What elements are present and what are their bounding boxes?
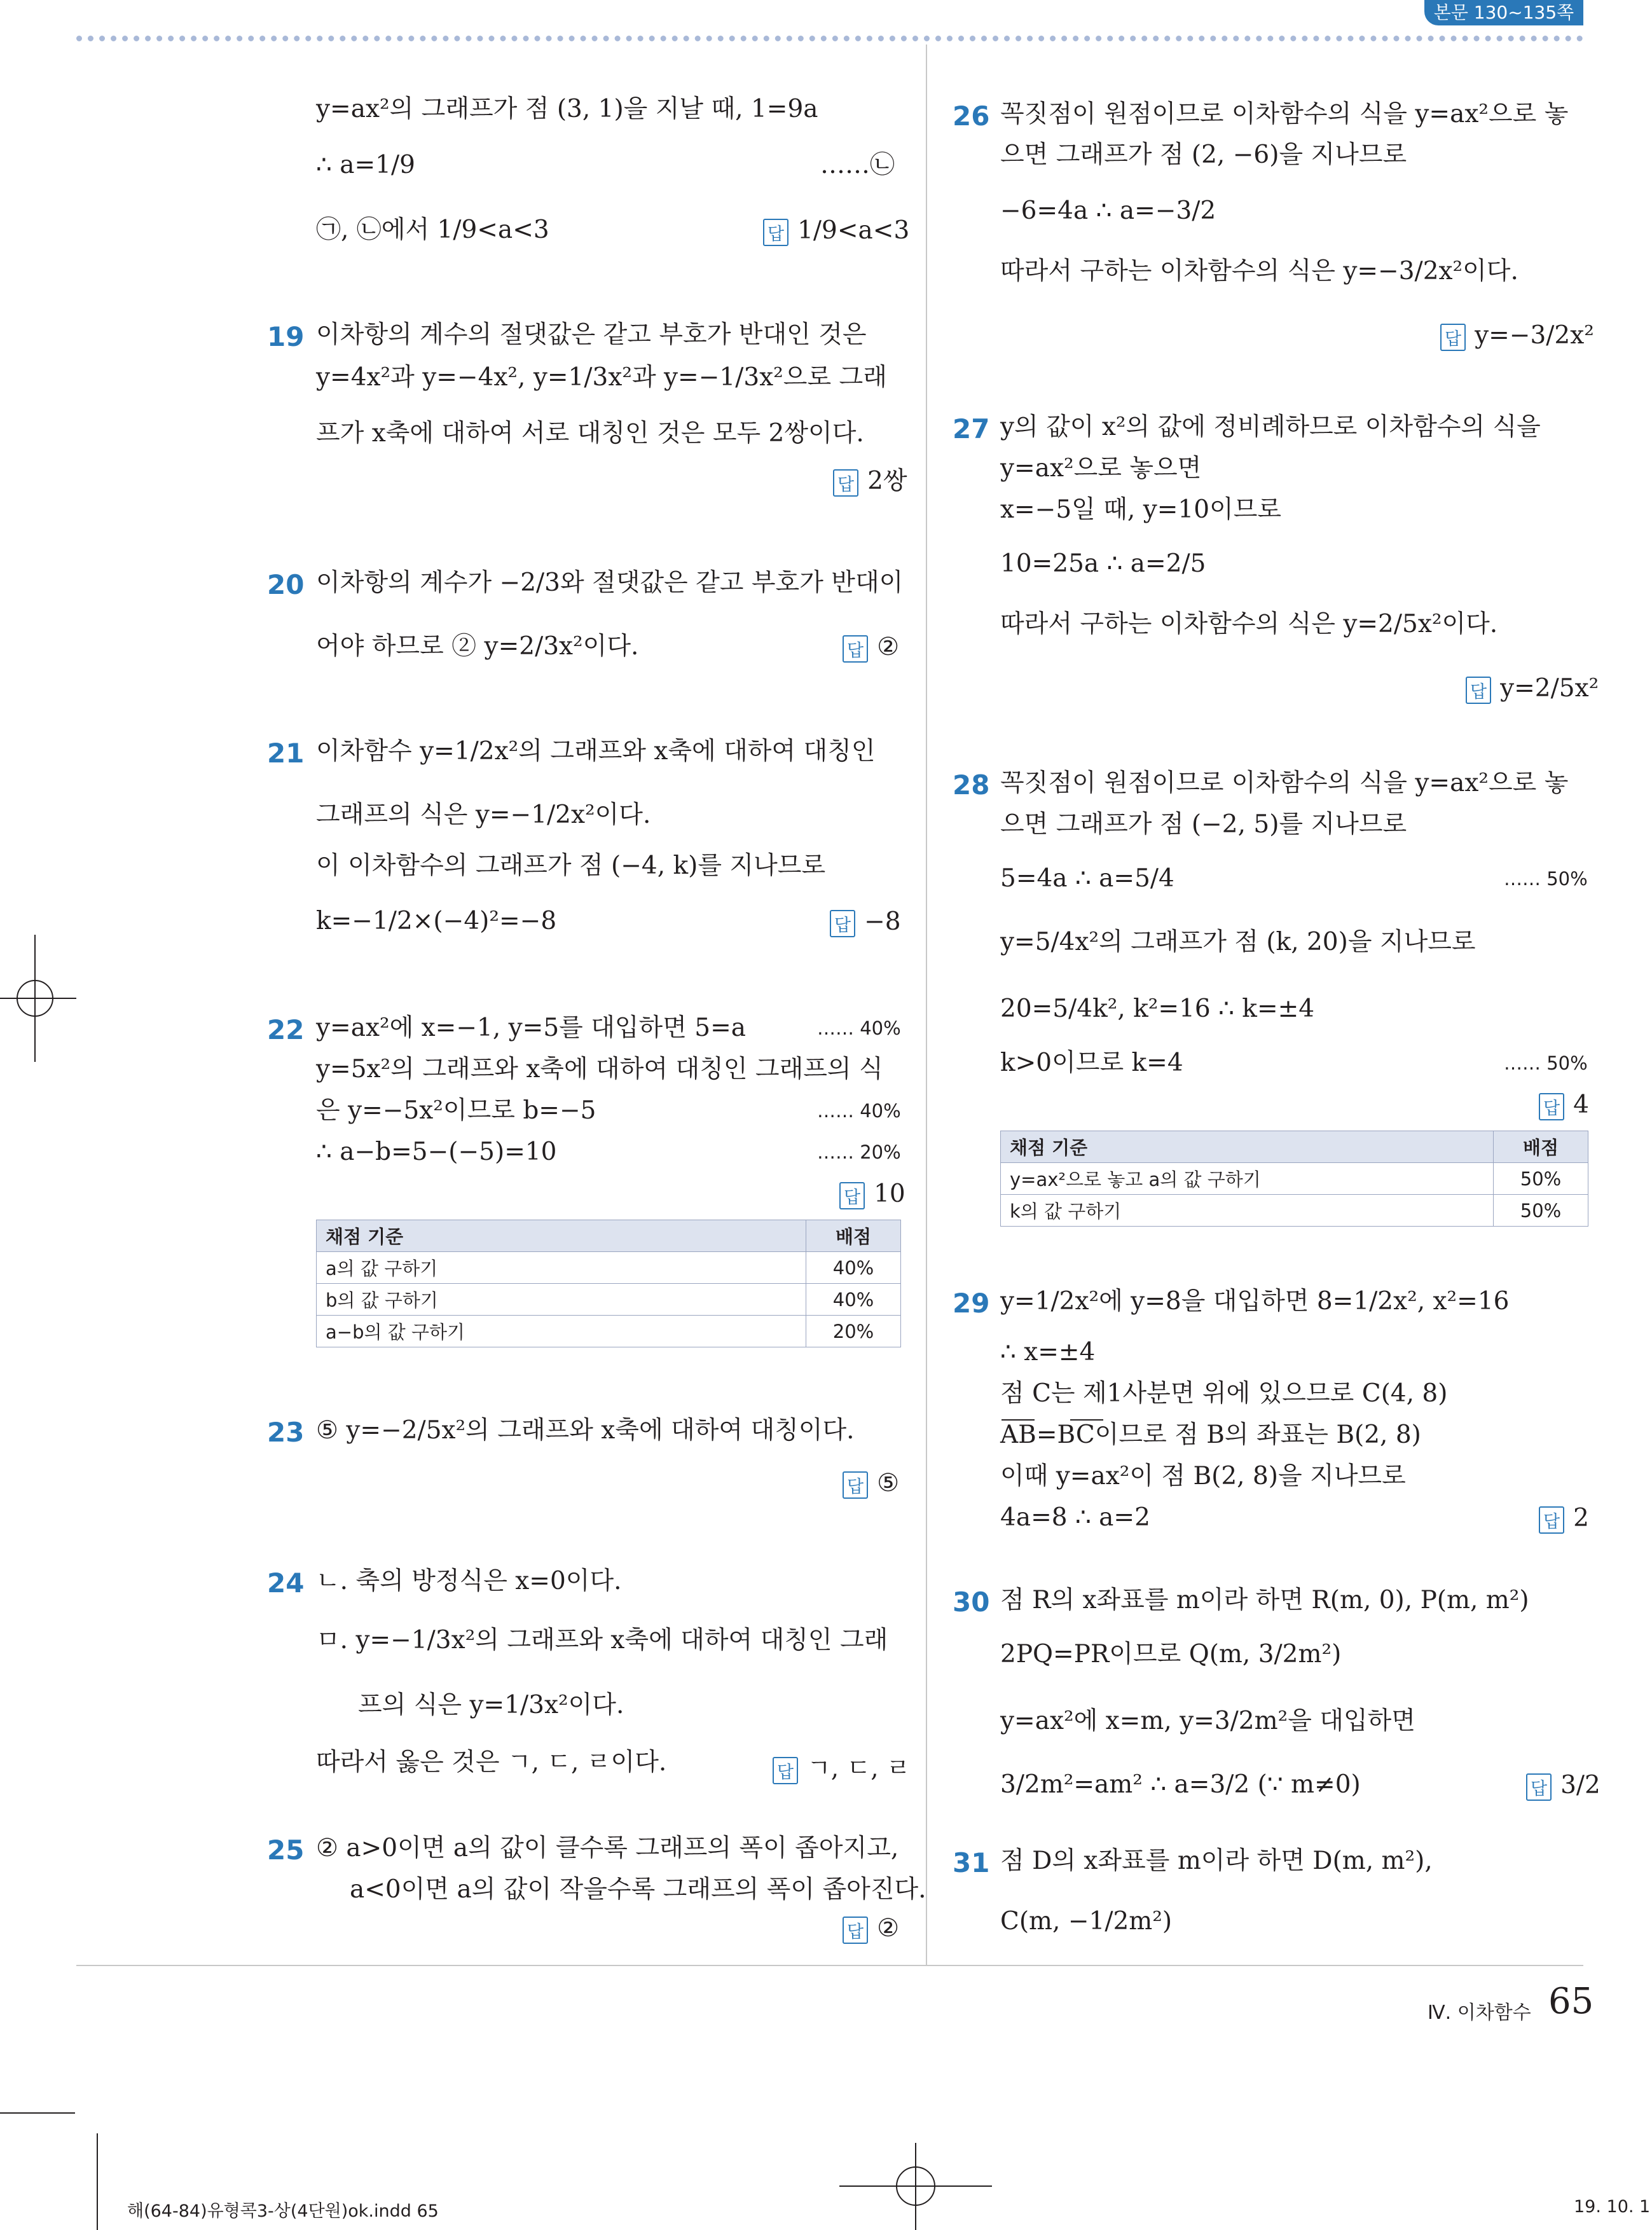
p26-line-3: −6=4a ∴ a=−3/2	[1000, 196, 1216, 225]
p24-answer	[773, 1749, 911, 1784]
answer-value: ②	[877, 1914, 900, 1943]
problem-number-31: 31	[953, 1847, 990, 1878]
problem-number-29: 29	[953, 1288, 990, 1319]
table-header: 채점 기준	[1001, 1131, 1494, 1163]
answer-mark: 답	[773, 1757, 798, 1784]
column-divider	[926, 45, 927, 1965]
p27-answer	[1466, 674, 1599, 704]
problem-number-22: 22	[267, 1014, 305, 1045]
p24-line-1: ㄴ. 축의 방정식은 x=0이다.	[316, 1567, 622, 1595]
p25-line-2: a<0이면 a의 값이 작을수록 그래프의 폭이 좁아진다.	[350, 1875, 926, 1904]
p26-line-2: 으면 그래프가 점 (2, −6)을 지나므로	[1000, 141, 1407, 169]
p29-line-1: y=1/2x²에 y=8을 대입하면 8=1/2x², x²=16	[1000, 1287, 1510, 1316]
p19-line-2: y=4x²과 y=−4x², y=1/3x²과 y=−1/3x²으로 그래	[316, 363, 887, 392]
table-header: 배점	[806, 1220, 901, 1252]
p22-line-1: y=ax²에 x=−1, y=5를 대입하면 5=a	[316, 1014, 747, 1042]
header-tab-label: 본문 130~135쪽	[1433, 2, 1574, 23]
table-cell: k의 값 구하기	[1001, 1195, 1494, 1227]
answer-mark: 답	[1539, 1506, 1564, 1534]
p25-line-1: ② a>0이면 a의 값이 클수록 그래프의 폭이 좁아지고,	[316, 1834, 899, 1862]
intro-answer	[763, 216, 909, 246]
p23-answer	[843, 1469, 899, 1499]
intro-marker: ……㉡	[820, 151, 895, 179]
p30-line-1: 점 R의 x좌표를 m이라 하면 R(m, 0), P(m, m²)	[1000, 1586, 1529, 1614]
answer-value: ⑤	[877, 1469, 900, 1497]
p29-overline-bc	[1070, 1419, 1103, 1421]
p22-percent-2: …… 40%	[817, 1100, 901, 1122]
problem-number-21: 21	[267, 738, 305, 769]
footer-date: 19. 10. 1	[1574, 2197, 1651, 2217]
crop-mark-left-vertical	[97, 2133, 98, 2230]
p19-answer	[833, 461, 907, 497]
table-row	[317, 1252, 901, 1284]
answer-value: −8	[864, 907, 901, 936]
p21-line-1: 이차함수 y=1/2x²의 그래프와 x축에 대하여 대칭인	[316, 737, 876, 766]
table-header: 배점	[1494, 1131, 1588, 1163]
p20-answer	[843, 633, 899, 663]
answer-value: 3/2	[1560, 1771, 1600, 1800]
answer-mark: 답	[1539, 1093, 1564, 1120]
footer-chapter: Ⅳ. 이차함수	[1428, 2002, 1531, 2024]
p27-line-4: 10=25a ∴ a=2/5	[1000, 549, 1206, 578]
answer-mark: 답	[843, 635, 868, 663]
p28-percent-2: …… 50%	[1504, 1052, 1588, 1074]
p29-overline-ab	[1002, 1419, 1035, 1421]
problem-number-24: 24	[267, 1567, 305, 1599]
answer-mark: 답	[1526, 1773, 1552, 1801]
p19-line-1: 이차항의 계수의 절댓값은 같고 부호가 반대인 것은	[316, 320, 867, 349]
p21-answer	[830, 907, 901, 937]
problem-number-27: 27	[953, 413, 990, 444]
p25-answer	[843, 1914, 899, 1944]
answer-value: ②	[877, 633, 900, 661]
p29-line-3: 점 C는 제1사분면 위에 있으므로 C(4, 8)	[1000, 1379, 1448, 1408]
table-cell: 50%	[1494, 1163, 1588, 1195]
problem-number-25: 25	[267, 1834, 305, 1866]
p27-line-2: y=ax²으로 놓으면	[1000, 454, 1202, 483]
intro-line-3: ㉠, ㉡에서 1/9<a<3	[316, 216, 549, 244]
p27-line-5: 따라서 구하는 이차함수의 식은 y=2/5x²이다.	[1000, 610, 1498, 638]
p21-line-3: 이 이차함수의 그래프가 점 (−4, k)를 지나므로	[316, 851, 826, 880]
table-row	[317, 1284, 901, 1316]
problem-number-19: 19	[267, 321, 305, 352]
answer-value: y=2/5x²	[1500, 674, 1599, 703]
answer-value: 1/9<a<3	[797, 216, 910, 245]
p28-line-1: 꼭짓점이 원점이므로 이차함수의 식을 y=ax²으로 놓	[1000, 769, 1569, 797]
p22-answer	[839, 1180, 905, 1209]
table-cell: 20%	[806, 1316, 901, 1347]
table-cell: a의 값 구하기	[317, 1252, 806, 1284]
bottom-rule	[76, 1965, 1583, 1966]
p22-scoring-table	[316, 1220, 901, 1347]
p28-line-6: k>0이므로 k=4	[1000, 1049, 1183, 1077]
table-cell: a−b의 값 구하기	[317, 1316, 806, 1347]
answer-mark: 답	[833, 469, 858, 497]
p26-answer	[1440, 321, 1594, 351]
answer-mark: 답	[1466, 677, 1491, 704]
answer-mark: 답	[843, 1917, 868, 1944]
p29-line-6: 4a=8 ∴ a=2	[1000, 1503, 1150, 1532]
table-row	[1001, 1163, 1588, 1195]
p27-line-3: x=−5일 때, y=10이므로	[1000, 495, 1282, 524]
p23-line-1: ⑤ y=−2/5x²의 그래프와 x축에 대하여 대칭이다.	[316, 1416, 855, 1445]
p28-line-3: 5=4a ∴ a=5/4	[1000, 864, 1174, 893]
p22-line-4: ∴ a−b=5−(−5)=10	[316, 1138, 557, 1166]
answer-mark: 답	[763, 219, 788, 246]
p29-line-5: 이때 y=ax²이 점 B(2, 8)을 지나므로	[1000, 1462, 1406, 1490]
p22-line-3: 은 y=−5x²이므로 b=−5	[316, 1096, 596, 1125]
table-row	[1001, 1195, 1588, 1227]
answer-mark: 답	[830, 910, 855, 937]
problem-number-23: 23	[267, 1417, 305, 1448]
footer-file-info: 해(64-84)유형콕3-상(4단원)ok.indd 65	[127, 2201, 439, 2221]
header-page-tab	[1424, 0, 1583, 25]
answer-value: 2쌍	[867, 467, 907, 495]
intro-line-1: y=ax²의 그래프가 점 (3, 1)을 지날 때, 1=9a	[316, 95, 818, 123]
problem-number-28: 28	[953, 769, 990, 801]
p30-answer	[1526, 1771, 1600, 1801]
p20-line-2: 어야 하므로 ② y=2/3x²이다.	[316, 632, 639, 661]
p28-line-2: 으면 그래프가 점 (−2, 5)를 지나므로	[1000, 810, 1407, 839]
p20-line-1: 이차항의 계수가 −2/3와 절댓값은 같고 부호가 반대이	[316, 568, 904, 597]
problem-number-30: 30	[953, 1586, 990, 1618]
p29-answer	[1539, 1504, 1589, 1534]
answer-value: ㄱ, ㄷ, ㄹ	[807, 1754, 911, 1783]
answer-mark: 답	[839, 1182, 865, 1209]
table-cell: b의 값 구하기	[317, 1284, 806, 1316]
table-header: 채점 기준	[317, 1220, 806, 1252]
header-dotted-rule	[76, 36, 1583, 41]
p28-line-5: 20=5/4k², k²=16 ∴ k=±4	[1000, 995, 1315, 1023]
p26-line-1: 꼭짓점이 원점이므로 이차함수의 식을 y=ax²으로 놓	[1000, 100, 1569, 128]
p29-line-2: ∴ x=±4	[1000, 1338, 1096, 1366]
p31-line-2: C(m, −1/2m²)	[1000, 1907, 1173, 1936]
p27-line-1: y의 값이 x²의 값에 정비례하므로 이차함수의 식을	[1000, 413, 1541, 441]
answer-mark: 답	[1440, 324, 1466, 351]
table-cell: 40%	[806, 1284, 901, 1316]
p28-percent-1: …… 50%	[1504, 868, 1588, 890]
table-row	[317, 1316, 901, 1347]
answer-value: 10	[874, 1180, 905, 1208]
answer-value: 2	[1573, 1504, 1589, 1532]
answer-value: y=−3/2x²	[1475, 321, 1594, 350]
p22-line-2: y=5x²의 그래프와 x축에 대하여 대칭인 그래프의 식	[316, 1055, 883, 1084]
footer-page-number: 65	[1548, 1981, 1594, 2022]
p30-line-4: 3/2m²=am² ∴ a=3/2 (∵ m≠0)	[1000, 1770, 1361, 1799]
intro-line-2: ∴ a=1/9	[316, 151, 415, 179]
p28-line-4: y=5/4x²의 그래프가 점 (k, 20)을 지나므로	[1000, 928, 1476, 956]
table-cell: 50%	[1494, 1195, 1588, 1227]
registration-mark-bottom	[839, 2143, 992, 2230]
p28-answer	[1539, 1091, 1589, 1120]
registration-mark-left	[0, 935, 76, 1062]
p28-scoring-table	[1000, 1131, 1588, 1227]
p29-line-4: AB=BC이므로 점 B의 좌표는 B(2, 8)	[1000, 1421, 1421, 1449]
table-cell: y=ax²으로 놓고 a의 값 구하기	[1001, 1163, 1494, 1195]
table-cell: 40%	[806, 1252, 901, 1284]
answer-value: 4	[1573, 1091, 1589, 1119]
p24-line-3: 프의 식은 y=1/3x²이다.	[358, 1691, 624, 1719]
p31-line-1: 점 D의 x좌표를 m이라 하면 D(m, m²),	[1000, 1847, 1433, 1875]
p24-line-2: ㅁ. y=−1/3x²의 그래프와 x축에 대하여 대칭인 그래	[316, 1626, 888, 1655]
p21-line-2: 그래프의 식은 y=−1/2x²이다.	[316, 801, 651, 829]
p30-line-2: 2PQ=PR이므로 Q(m, 3/2m²)	[1000, 1640, 1342, 1669]
p24-line-4: 따라서 옳은 것은 ㄱ, ㄷ, ㄹ이다.	[316, 1748, 667, 1777]
p22-percent-3: …… 20%	[817, 1141, 901, 1163]
answer-mark: 답	[843, 1471, 868, 1499]
problem-number-26: 26	[953, 100, 990, 132]
p26-line-4: 따라서 구하는 이차함수의 식은 y=−3/2x²이다.	[1000, 257, 1518, 286]
p30-line-3: y=ax²에 x=m, y=3/2m²을 대입하면	[1000, 1707, 1415, 1735]
problem-number-20: 20	[267, 569, 305, 600]
p22-percent-1: …… 40%	[817, 1017, 901, 1039]
p19-line-3: 프가 x축에 대하여 서로 대칭인 것은 모두 2쌍이다.	[316, 419, 864, 448]
p21-line-4: k=−1/2×(−4)²=−8	[316, 907, 557, 935]
crop-mark-left	[0, 2112, 75, 2114]
